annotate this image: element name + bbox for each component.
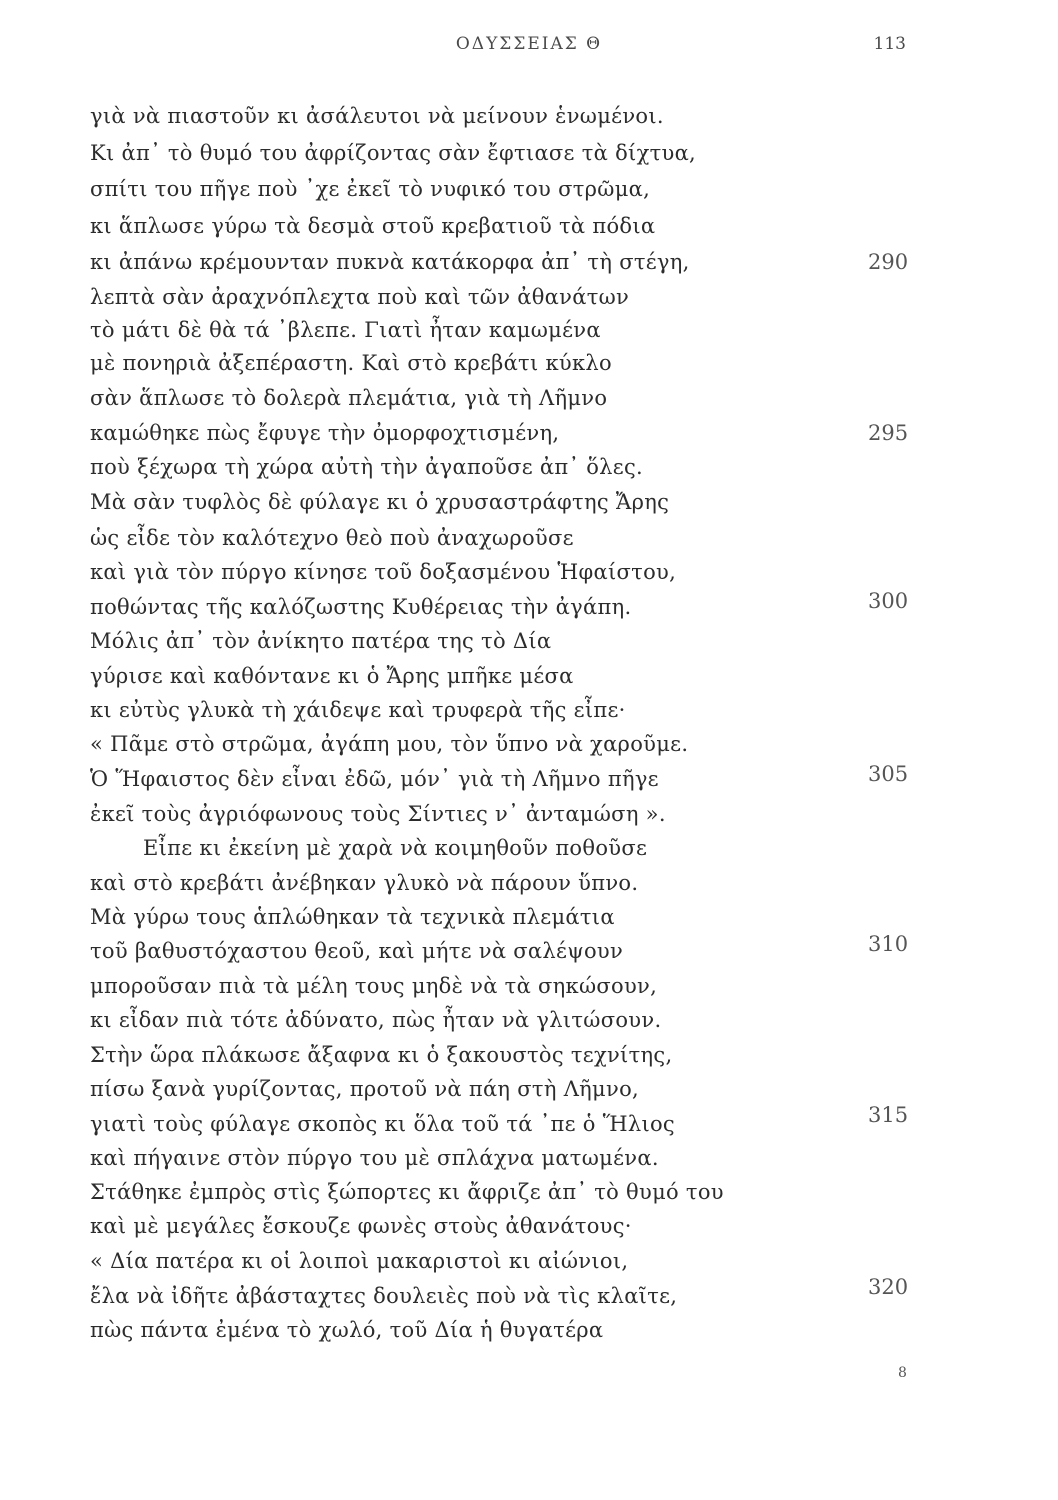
verse-line: τὸ μάτι δὲ θὰ τά ᾽βλεπε. Γιατὶ ἦταν καμωμένα	[90, 318, 601, 342]
verse-line: σὰν ἅπλωσε τὸ δολερὰ πλεμάτια, γιὰ τὴ Λῆμνο	[90, 386, 608, 410]
verse-line: Μόλις ἀπ᾽ τὸν ἀνίκητο πατέρα της τὸ Δία	[90, 629, 552, 653]
verse-line: Στὴν ὥρα πλάκωσε ἄξαφνα κι ὁ ξακουστὸς τεχνίτης,	[90, 1043, 673, 1067]
verse-line: Στάθηκε ἐμπρὸς στὶς ξώπορτες κι ἄφριζε ἀπ᾽ τὸ θυμό του	[90, 1180, 724, 1204]
verse-line: « Δία πατέρα κι οἱ λοιποὶ μακαριστοὶ κι αἰώνιοι,	[90, 1249, 629, 1273]
verse-line: λεπτὰ σὰν ἀραχνόπλεχτα ποὺ καὶ τῶν ἀθανάτων	[90, 285, 630, 309]
line-number: 300	[868, 589, 909, 613]
verse-line: Μὰ σὰν τυφλὸς δὲ φύλαγε κι ὁ χρυσαστράφτης Ἄρης	[90, 490, 670, 514]
verse-line: ἔλα νὰ ἰδῆτε ἀβάσταχτες δουλειὲς ποὺ νὰ τὶς κλαῖτε,	[90, 1284, 678, 1308]
verse-line: καὶ γιὰ τὸν πύργο κίνησε τοῦ δοξασμένου Ἡφαίστου,	[90, 560, 677, 584]
verse-line: ποὺ ξέχωρα τὴ χώρα αὐτὴ τὴν ἀγαποῦσε ἀπ᾽ ὅλες.	[90, 455, 644, 479]
verse-line: καὶ πήγαινε στὸν πύργο του μὲ σπλάχνα ματωμένα.	[90, 1146, 659, 1170]
verse-line: πὼς πάντα ἐμένα τὸ χωλό, τοῦ Δία ἡ θυγατέρα	[90, 1318, 604, 1342]
line-number: 305	[868, 762, 909, 786]
line-number: 290	[868, 250, 909, 274]
verse-line: γιὰ νὰ πιαστοῦν κι ἀσάλευτοι νὰ μείνουν ἑνωμένοι.	[90, 104, 664, 128]
verse-line: ποθώντας τῆς καλόζωστης Κυθέρειας τὴν ἀγάπη.	[90, 595, 632, 619]
verse-line: γύρισε καὶ καθόντανε κι ὁ Ἄρης μπῆκε μέσα	[90, 664, 574, 688]
verse-line: σπίτι του πῆγε ποὺ ᾽χε ἐκεῖ τὸ νυφικό του στρῶμα,	[90, 177, 651, 201]
verse-line: καὶ μὲ μεγάλες ἔσκουζε φωνὲς στοὺς ἀθανάτους·	[90, 1214, 632, 1238]
verse-line: Ὁ Ἥφαιστος δὲν εἶναι ἐδῶ, μόν᾽ γιὰ τὴ Λῆμνο πῆγε	[90, 767, 659, 791]
page-number: 113	[873, 34, 906, 54]
verse-line: κι εὐτὺς γλυκὰ τὴ χάιδεψε καὶ τρυφερὰ τῆς εἶπε·	[90, 698, 626, 722]
line-number: 310	[868, 932, 909, 956]
verse-line: τοῦ βαθυστόχαστου θεοῦ, καὶ μήτε νὰ σαλέψουν	[90, 939, 624, 963]
verse-line: κι εἶδαν πιὰ τότε ἀδύνατο, πὼς ἦταν νὰ γλιτώσουν.	[90, 1008, 662, 1032]
verse-line: πίσω ξανὰ γυρίζοντας, προτοῦ νὰ πάη στὴ Λῆμνο,	[90, 1077, 639, 1101]
line-number: 315	[868, 1103, 909, 1127]
verse-line: ὡς εἶδε τὸν καλότεχνο θεὸ ποὺ ἀναχωροῦσε	[90, 526, 574, 550]
verse-line: μποροῦσαν πιὰ τὰ μέλη τους μηδὲ νὰ τὰ σηκώσουν,	[90, 974, 658, 998]
verse-line: καὶ στὸ κρεβάτι ἀνέβηκαν γλυκὸ νὰ πάρουν ὕπνο.	[90, 871, 639, 895]
verse-line: Κι ἀπ᾽ τὸ θυμό του ἀφρίζοντας σὰν ἔφτιασε τὰ δίχτυα,	[90, 141, 697, 165]
line-number: 295	[868, 421, 909, 445]
verse-line: κι ἀπάνω κρέμουνταν πυκνὰ κατάκορφα ἀπ᾽ τὴ στέγη,	[90, 250, 690, 274]
verse-line: « Πᾶμε στὸ στρῶμα, ἀγάπη μου, τὸν ὕπνο νὰ χαροῦμε.	[90, 732, 689, 756]
verse-line: ἐκεῖ τοὺς ἀγριόφωνους τοὺς Σίντιες ν᾽ ἀνταμώση ».	[90, 802, 666, 826]
verse-line: καμώθηκε πὼς ἔφυγε τὴν ὀμορφοχτισμένη,	[90, 421, 560, 445]
printer-signature-mark: 8	[898, 1365, 907, 1381]
running-title: ΟΔΥΣΣΕΙΑΣ Θ	[455, 34, 603, 54]
verse-line: γιατὶ τοὺς φύλαγε σκοπὸς κι ὅλα τοῦ τά ᾽πε ὁ Ἥλιος	[90, 1112, 675, 1136]
verse-line: κι ἅπλωσε γύρω τὰ δεσμὰ στοῦ κρεβατιοῦ τὰ πόδια	[90, 214, 656, 238]
line-number: 320	[868, 1275, 909, 1299]
verse-line: μὲ πονηριὰ ἀξεπέραστη. Καὶ στὸ κρεβάτι κύκλο	[90, 351, 612, 375]
verse-line: Εἶπε κι ἐκείνη μὲ χαρὰ νὰ κοιμηθοῦν ποθοῦσε	[143, 836, 648, 860]
verse-line: Μὰ γύρω τους ἁπλώθηκαν τὰ τεχνικὰ πλεμάτια	[90, 905, 615, 929]
